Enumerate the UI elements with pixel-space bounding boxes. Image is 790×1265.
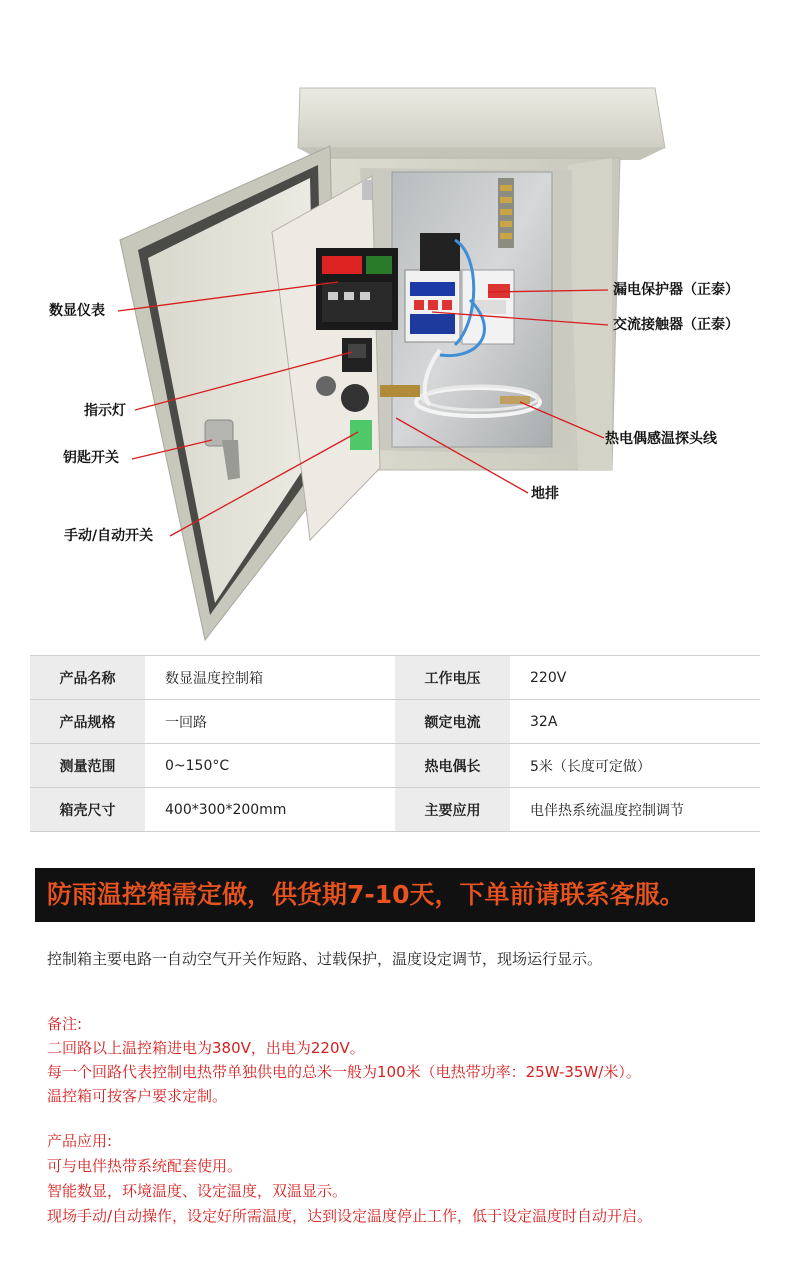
spec-value: 5米（长度可定做） <box>510 744 760 788</box>
application-line: 智能数显，环境温度、设定温度，双温显示。 <box>47 1182 348 1200</box>
spec-value: 32A <box>510 700 760 744</box>
callout-thermocouple: 热电偶感温探头线 <box>605 431 717 447</box>
spec-key: 产品规格 <box>30 700 145 744</box>
ground-bar-bottom <box>380 385 420 397</box>
spec-value: 220V <box>510 656 760 700</box>
ground-bar-top <box>498 178 514 248</box>
callout-key-switch: 钥匙开关 <box>63 450 119 466</box>
spec-value: 0~150°C <box>145 744 395 788</box>
description-text: 控制箱主要电路一自动空气开关作短路、过载保护，温度设定调节，现场运行显示。 <box>47 950 603 968</box>
table-row <box>30 744 760 788</box>
spec-key: 产品名称 <box>30 656 145 700</box>
spec-key: 工作电压 <box>395 656 510 700</box>
notes-line: 每一个回路代表控制电热带单独供电的总米一般为100米（电热带功率：25W-35W/米）。 <box>47 1063 641 1081</box>
spec-table-body <box>30 656 760 832</box>
spec-table <box>30 655 760 832</box>
table-row <box>30 788 760 832</box>
spec-value: 一回路 <box>145 700 395 744</box>
spec-value: 数显温度控制箱 <box>145 656 395 700</box>
indicator-lamp <box>342 338 372 372</box>
application-title: 产品应用: <box>47 1132 113 1150</box>
callout-ground: 地排 <box>531 486 559 502</box>
spec-key: 额定电流 <box>395 700 510 744</box>
spec-value: 400*300*200mm <box>145 788 395 832</box>
notes-title: 备注: <box>47 1015 83 1033</box>
spec-value: 电伴热系统温度控制调节 <box>510 788 760 832</box>
application-line: 可与电伴热带系统配套使用。 <box>47 1157 243 1175</box>
application-line: 现场手动/自动操作，设定好所需温度，达到设定温度停止工作，低于设定温度时自动开启。 <box>47 1207 653 1225</box>
notes-line: 二回路以上温控箱进电为380V，出电为220V。 <box>47 1039 365 1057</box>
digital-meter <box>316 248 398 330</box>
callout-indicator: 指示灯 <box>84 403 126 419</box>
callout-leakage: 漏电保护器（正泰） <box>613 282 739 298</box>
leakage-breaker <box>462 270 514 344</box>
notes-line: 温控箱可按客户要求定制。 <box>47 1087 228 1105</box>
application-section <box>47 1129 652 1229</box>
callout-manual-auto: 手动/自动开关 <box>64 528 154 544</box>
callout-meter: 数显仪表 <box>49 303 105 319</box>
callout-contactor: 交流接触器（正泰） <box>613 317 739 333</box>
spec-key: 箱壳尺寸 <box>30 788 145 832</box>
notes-section <box>47 1012 641 1108</box>
table-row <box>30 656 760 700</box>
spec-key: 测量范围 <box>30 744 145 788</box>
table-row <box>30 700 760 744</box>
spec-key: 热电偶长 <box>395 744 510 788</box>
rain-roof <box>298 88 665 160</box>
notice-banner: 防雨温控箱需定做，供货期7-10天，下单前请联系客服。 <box>35 868 755 922</box>
spec-key: 主要应用 <box>395 788 510 832</box>
